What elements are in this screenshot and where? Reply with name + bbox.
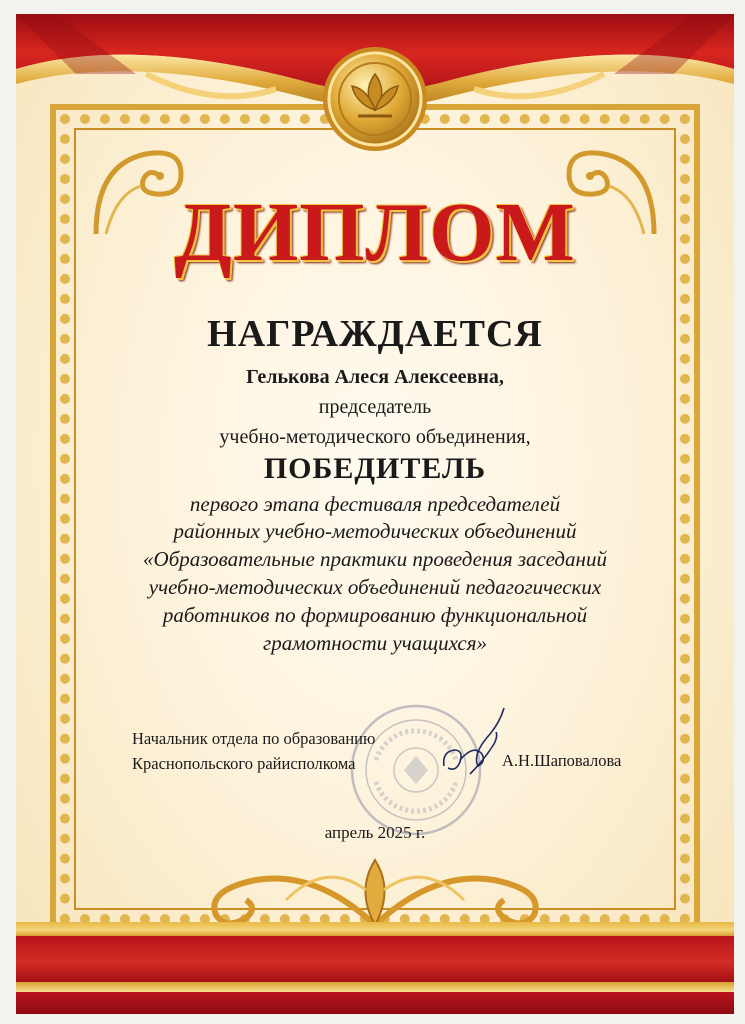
gold-medal-icon [320,44,430,154]
signatory-title-line-1: Начальник отдела по образованию [132,729,376,748]
handwritten-signature-icon [434,704,514,784]
issue-date: апрель 2025 г. [324,823,426,842]
description-line: «Образовательные практики проведения заседаний [143,547,607,571]
signatory-title-line-2: Краснопольского райисполкома [132,754,356,773]
description-line: районных учебно-методических объединений [173,519,577,543]
description-line: работников по формированию функциональной [162,603,588,627]
signatory-name: А.Н.Шаповалова [502,751,622,770]
diploma-sheet [16,14,734,1014]
recipient-name: Гелькова Алеся Алексеевна, [246,366,504,388]
description-line: учебно-методических объединений педагогических [148,575,602,599]
bottom-drape [16,922,734,1014]
winner-status: ПОБЕДИТЕЛЬ [263,452,487,485]
description-line: грамотности учащихся» [263,631,487,655]
signatory-title [132,726,375,776]
description-line: первого этапа фестиваля председателей [189,492,561,516]
ornament-scroll-icon [166,840,584,930]
diploma-title: ДИПЛОМ [174,186,576,279]
position-line-2: учебно-методического объединения, [219,426,531,448]
award-heading: НАГРАЖДАЕТСЯ [207,313,543,355]
position-line-1: председатель [318,396,432,418]
